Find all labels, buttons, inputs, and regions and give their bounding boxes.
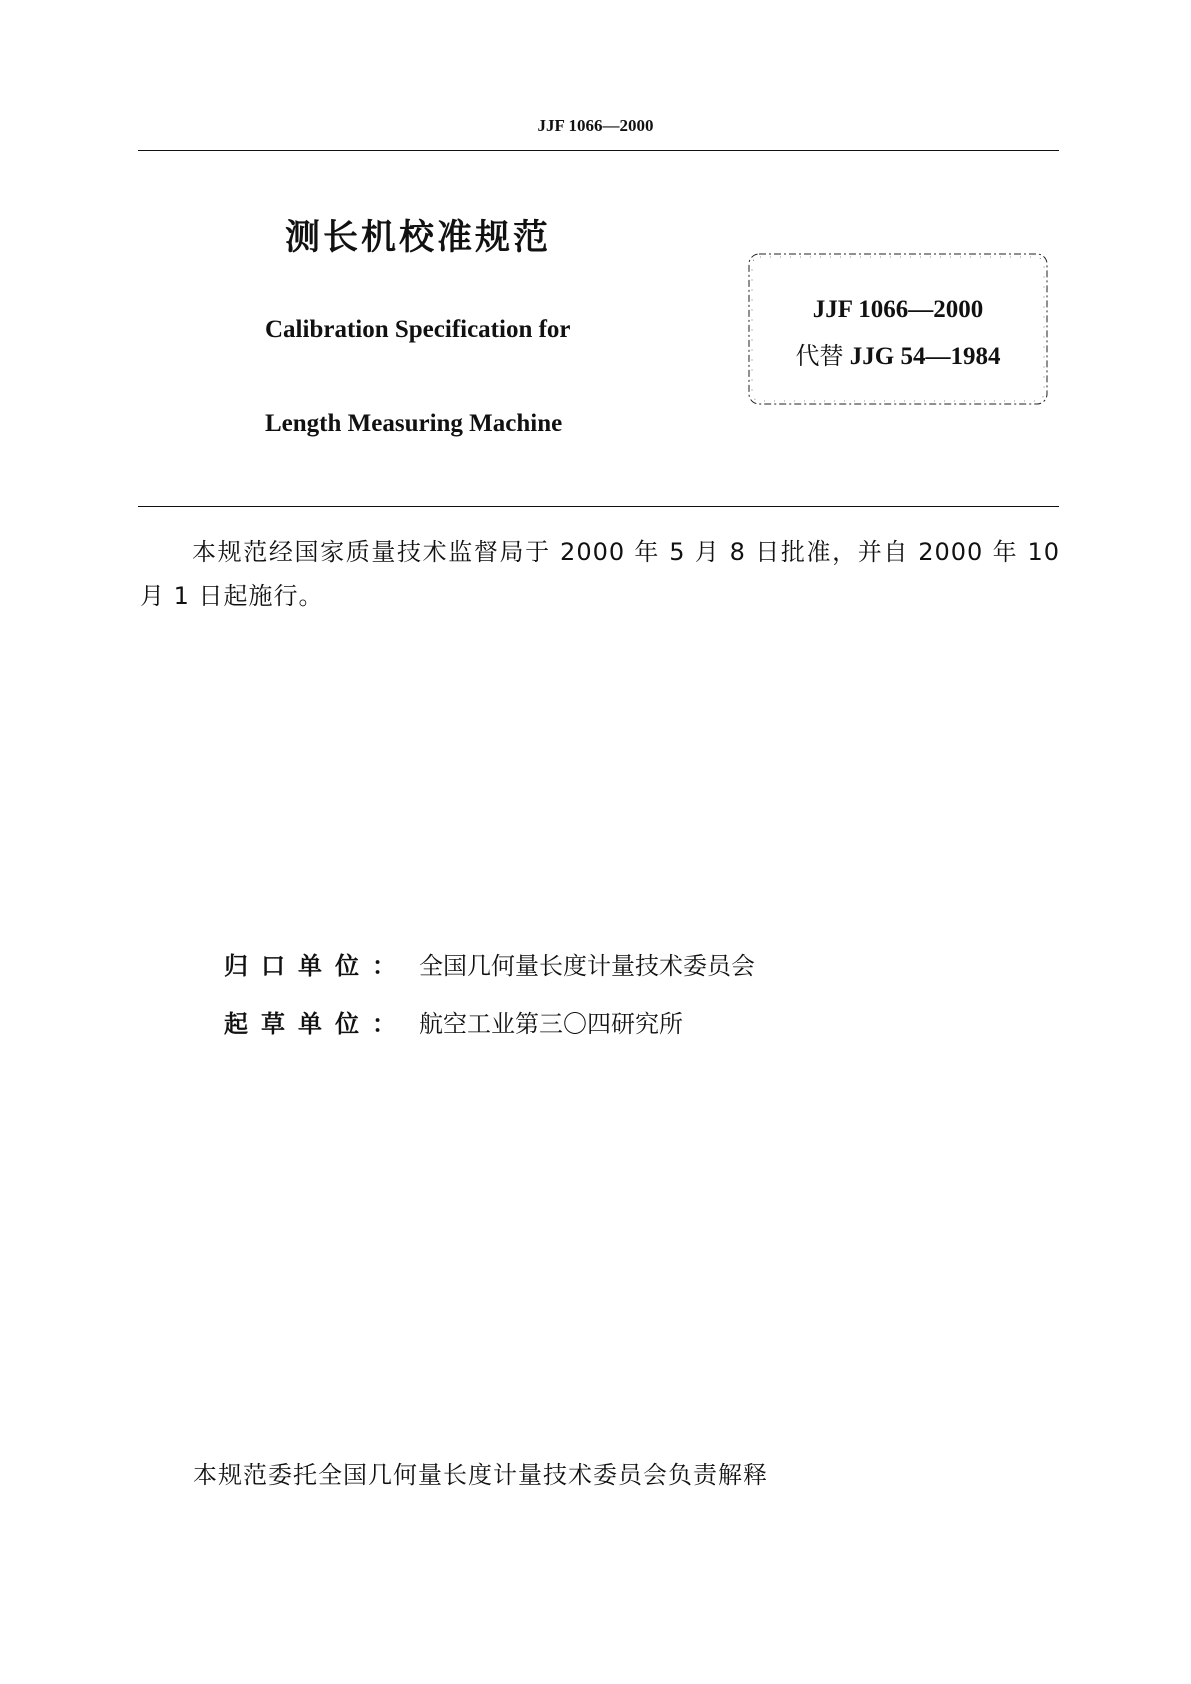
- specification-code: JJF 1066—2000: [812, 296, 984, 323]
- ornamental-border: [745, 250, 1051, 408]
- replaced-code: JJG 54—1984: [849, 343, 1001, 370]
- drafting-unit-row: [224, 1004, 683, 1039]
- responsible-unit-value: 全国几何量长度计量技术委员会: [419, 952, 755, 980]
- drafting-unit-value: 航空工业第三〇四研究所: [419, 1010, 683, 1038]
- responsible-unit-row: [224, 946, 755, 981]
- title-english-line-2: Length Measuring Machine: [265, 410, 563, 437]
- running-header: JJF 1066—2000: [537, 116, 654, 135]
- replaces-line: [745, 336, 1051, 371]
- specification-code-box: [745, 250, 1051, 408]
- interpretation-note: 本规范委托全国几何量长度计量技术委员会负责解释: [193, 1461, 768, 1489]
- replaces-prefix: 代替: [795, 342, 844, 370]
- header-rule: [138, 150, 1059, 151]
- title-english-line-1: Calibration Specification for: [265, 316, 571, 343]
- approval-statement: 本规范经国家质量技术监督局于 2000 年 5 月 8 日批准，并自 2000 年 10 月 1 日起施行。: [140, 538, 1060, 610]
- title-chinese: 测长机校准规范: [285, 218, 552, 258]
- title-block-rule: [138, 506, 1059, 507]
- drafting-unit-label: 起草单位：: [224, 1010, 409, 1038]
- responsible-unit-label: 归口单位：: [224, 952, 409, 980]
